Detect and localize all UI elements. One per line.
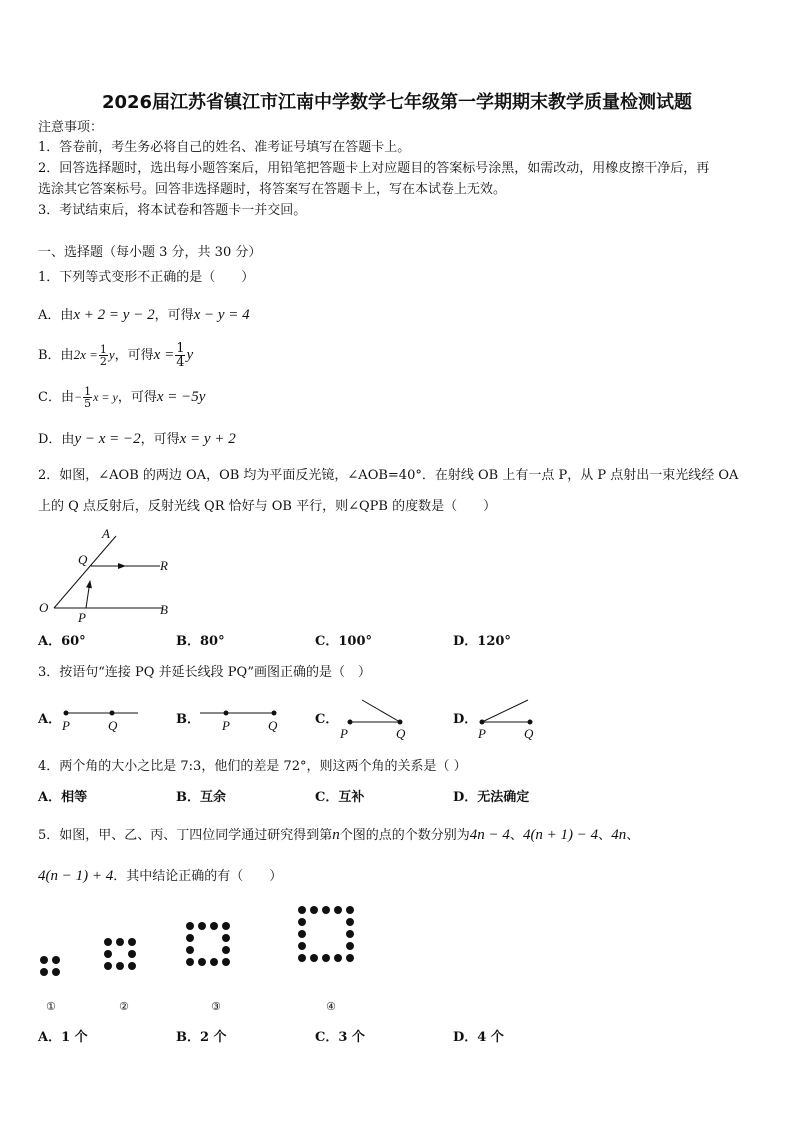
q1-b-var2: y [186, 347, 194, 363]
q1-b-lhs2: x = [153, 347, 175, 363]
q5-dot [346, 918, 354, 926]
q1-c-rest: x = y [93, 390, 118, 404]
q1-c-minus: − [73, 390, 83, 404]
q4-option-a: A．相等 [38, 790, 88, 805]
q1-d-label: D．由 [38, 432, 75, 447]
q1-c-label: C．由 [38, 390, 74, 405]
q5-dot [222, 934, 230, 942]
q5-dot [198, 958, 206, 966]
q5-dot [310, 954, 318, 962]
q1-b-lhs: 2x = [73, 347, 98, 362]
q5-dot [128, 938, 136, 946]
q3-a-label-q: Q [108, 718, 118, 733]
label-o: O [39, 600, 49, 615]
q3-option-d-label: D． [453, 712, 478, 727]
q5-expr-a: 4n − 4 [469, 827, 510, 843]
q5-stem-line2 [38, 866, 282, 887]
q1-b-mid: ，可得 [114, 348, 154, 363]
q5-dot [346, 954, 354, 962]
q3-d-label-q: Q [524, 726, 534, 740]
q2-figure [34, 526, 184, 626]
q5-dot-patterns [40, 906, 354, 976]
label-p: P [78, 610, 86, 625]
q5-label-2: ② [119, 1000, 129, 1013]
q3-option-a-label: A． [38, 712, 62, 727]
q3-c-label-q: Q [396, 726, 406, 740]
q1-option-b [38, 342, 193, 369]
ray-oa [54, 536, 116, 608]
q5-label-4: ④ [326, 1000, 336, 1013]
q3-b-label-q: Q [268, 718, 278, 733]
q5-option-b: B．2 个 [176, 1030, 227, 1045]
q3-figure-d [474, 694, 554, 740]
q1-option-c [38, 385, 205, 410]
q5-dot [186, 934, 194, 942]
q5-dot [310, 906, 318, 914]
q1-b-label: B．由 [38, 348, 74, 363]
q5-dot [40, 956, 48, 964]
q3-figure-b [196, 700, 286, 734]
q4-stem: 4．两个角的大小之比是 7:3，他们的差是 72°，则这两个角的关系是（ ） [38, 759, 467, 774]
q5-dot [116, 938, 124, 946]
q5-dot [222, 922, 230, 930]
q5-dot [104, 962, 112, 970]
q3-option-b-label: B． [176, 712, 200, 727]
q2-stem-line2: 上的 Q 点反射后，反射光线 QR 恰好与 OB 平行，则∠QPB 的度数是（ ） [38, 499, 497, 514]
q3-a-label-p: P [62, 718, 70, 733]
notice-item-1: 1．答卷前，考生务必将自己的姓名、准考证号填写在答题卡上。 [38, 140, 411, 155]
q1-a-expr2: x − y = 4 [193, 307, 250, 323]
q2-option-a: A．60° [38, 634, 86, 649]
q5-dot [298, 942, 306, 950]
q5-dot [334, 954, 342, 962]
q5-dot [222, 946, 230, 954]
q5-dot [116, 962, 124, 970]
q5-figure [30, 898, 390, 1018]
q5-expr-b: 4(n + 1) − 4 [522, 827, 599, 843]
q5-stem-line1 [38, 825, 639, 846]
q5-stem-end: ．其中结论正确的有（ ） [113, 869, 283, 884]
q5-dot [104, 938, 112, 946]
q4-option-b: B．互余 [176, 790, 226, 805]
q5-dot [222, 958, 230, 966]
q1-d-expr2: x = y + 2 [179, 431, 236, 447]
q1-a-label: A．由 [38, 308, 74, 323]
q1-d-expr1: y − x = −2 [74, 431, 141, 447]
q5-sep3: 、 [626, 828, 640, 843]
section-heading: 一、选择题（每小题 3 分，共 30 分） [38, 245, 262, 260]
q5-dot [52, 956, 60, 964]
incident-ray [86, 581, 90, 608]
q5-dot [298, 954, 306, 962]
q5-dot [186, 922, 194, 930]
q3-b-label-p: P [222, 718, 230, 733]
q5-option-c: C．3 个 [315, 1030, 365, 1045]
q5-dot [346, 930, 354, 938]
q2-option-d: D．120° [453, 634, 511, 649]
q2-stem-line1: 2．如图，∠AOB 的两边 OA，OB 均为平面反光镜，∠AOB=40°．在射线 OB 上有一点 P，从 P 点射出一束光线经 OA [38, 468, 739, 483]
q1-c-frac: $\frac{1}{5}$ [84, 385, 92, 410]
q2-option-c: C．100° [315, 634, 372, 649]
q5-dot [346, 906, 354, 914]
q5-dot [128, 950, 136, 958]
q5-sep2: 、 [598, 828, 612, 843]
q5-dot [346, 942, 354, 950]
q5-expr-d: 4(n − 1) + 4 [38, 868, 114, 884]
q4-option-d: D．无法确定 [453, 790, 530, 805]
q5-expr-c: 4n [611, 827, 627, 843]
q1-b-frac2: $\frac{1}{4}$ [176, 341, 185, 370]
label-b: B [160, 602, 168, 617]
q1-c-expr2: x = −5y [156, 389, 206, 405]
q5-dot [210, 922, 218, 930]
q5-stem-n: n [332, 827, 340, 843]
q1-a-expr1: x + 2 = y − 2 [73, 307, 155, 323]
label-q: Q [78, 552, 88, 567]
q1-b-frac1: $\frac{1}{2}$ [99, 343, 107, 368]
q5-dot [210, 958, 218, 966]
q5-dot [40, 968, 48, 976]
q1-c-mid: ，可得 [117, 390, 157, 405]
q3-option-c-label: C． [315, 712, 339, 727]
q3-d-label-p: P [478, 726, 486, 740]
q5-stem-post: 个图的点的个数分别为 [339, 828, 470, 843]
q4-option-c: C．互补 [315, 790, 365, 805]
q5-label-3: ③ [211, 1000, 221, 1013]
label-a: A [102, 526, 110, 541]
q5-dot [322, 906, 330, 914]
q3-c-label-p: P [340, 726, 348, 740]
notice-heading: 注意事项： [38, 120, 104, 135]
q2-option-b: B．80° [176, 634, 225, 649]
q5-dot [322, 954, 330, 962]
label-r: R [160, 558, 168, 573]
notice-item-3: 3．考试结束后，将本试卷和答题卡一并交回。 [38, 203, 307, 218]
page-title: 2026届江苏省镇江市江南中学数学七年级第一学期期末教学质量检测试题 [101, 92, 693, 113]
q5-dot [128, 962, 136, 970]
q1-d-mid: ，可得 [140, 432, 180, 447]
q3-figure-c [336, 694, 416, 740]
q5-label-1: ① [46, 1000, 56, 1013]
q5-dot [298, 906, 306, 914]
q5-dot [104, 950, 112, 958]
q1-a-mid: ，可得 [154, 308, 194, 323]
q1-stem: 1．下列等式变形不正确的是（ ） [38, 270, 255, 285]
q5-option-d: D．4 个 [453, 1030, 504, 1045]
q5-dot [186, 958, 194, 966]
reflected-ray-arrow [118, 563, 126, 569]
q5-dot [298, 930, 306, 938]
q5-dot [298, 918, 306, 926]
q5-stem-pre: 5．如图，甲、乙、丙、丁四位同学通过研究得到第 [38, 828, 333, 843]
notice-item-2: 2．回答选择题时，选出每小题答案后，用铅笔把答题卡上对应题目的答案标号涂黑，如需改动，用橡皮擦干净后，再 [38, 161, 710, 176]
q3-figure-a [58, 700, 142, 734]
q5-dot [334, 906, 342, 914]
q1-option-d [38, 429, 236, 450]
q1-option-a [38, 305, 250, 326]
notice-item-2-cont: 选涂其它答案标号。回答非选择题时，将答案写在答题卡上，写在本试卷上无效。 [38, 182, 507, 197]
q3-stem: 3．按语句“连接 PQ 并延长线段 PQ”画图正确的是（ ） [38, 665, 372, 680]
q5-option-a: A．1 个 [38, 1030, 88, 1045]
q1-b-var1: y [108, 347, 115, 362]
q5-dot [198, 922, 206, 930]
q5-sep1: 、 [509, 828, 523, 843]
q5-dot [52, 968, 60, 976]
q5-dot [186, 946, 194, 954]
